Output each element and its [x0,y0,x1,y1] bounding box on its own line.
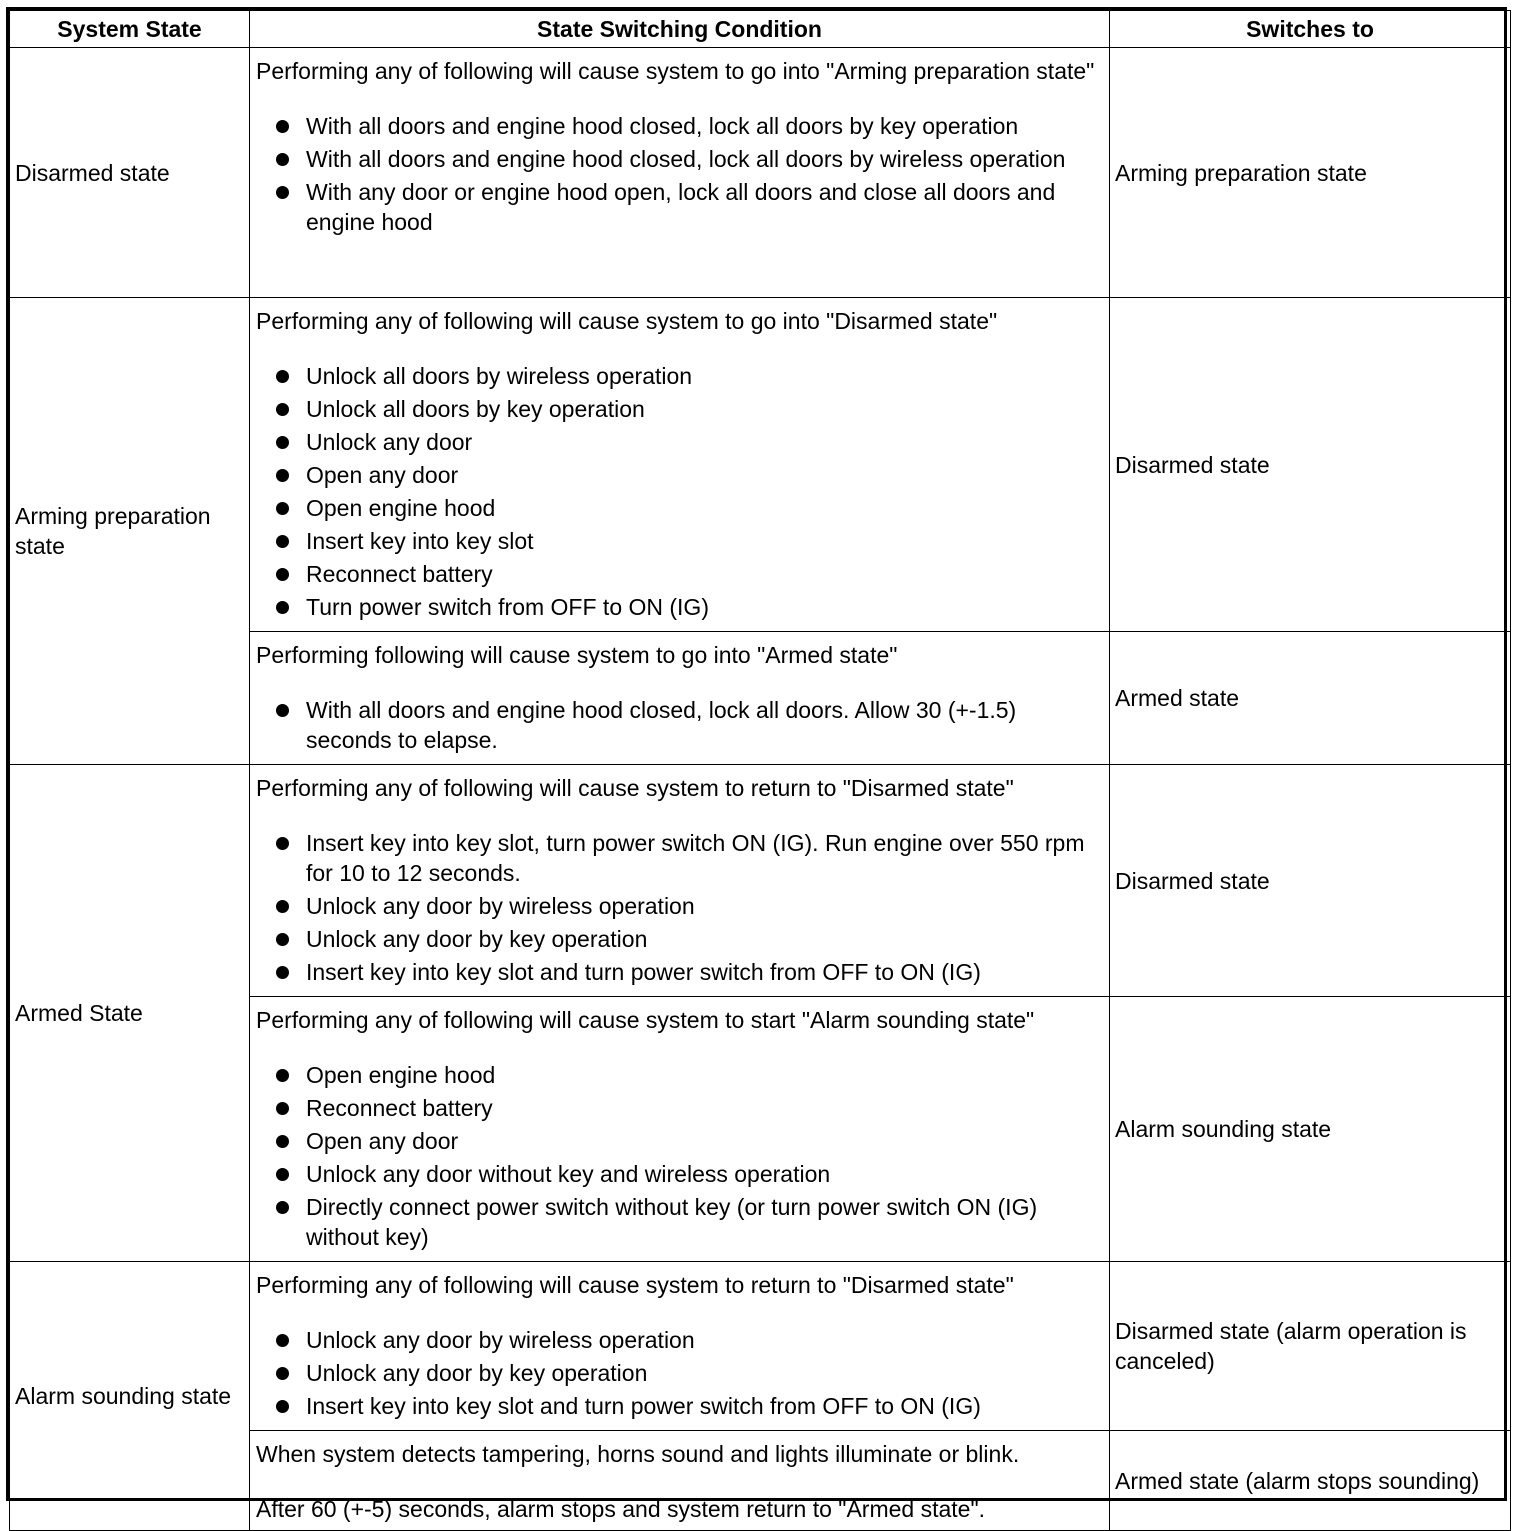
switches-to-cell: Armed state [1110,632,1511,765]
table-row [10,1262,1511,1431]
condition-bullet-item: Reconnect battery [256,1093,1103,1123]
condition-cell [250,1431,1110,1531]
header-state-switching-condition: State Switching Condition [250,11,1110,48]
condition-intro: Performing any of following will cause system to return to "Disarmed state" [256,775,1014,801]
system-state-cell: Arming preparation state [10,298,250,765]
condition-bullet-item: Unlock all doors by key operation [256,394,1103,424]
state-transition-table-frame [6,7,1507,1522]
condition-bullet-item: Unlock any door by wireless operation [256,891,1103,921]
condition-cell [250,1262,1110,1431]
condition-bullet-item: Unlock any door by key operation [256,924,1103,954]
condition-intro: Performing any of following will cause system to return to "Disarmed state" [256,1272,1014,1298]
condition-bullet-item: With all doors and engine hood closed, lock all doors by wireless operation [256,144,1103,174]
condition-bullet-item: Insert key into key slot, turn power switch ON (IG). Run engine over 550 rpm for 10 to 12 seconds. [256,828,1103,888]
table-row [10,48,1511,298]
system-state-cell: Alarm sounding state [10,1262,250,1531]
condition-bullet-item: Open any door [256,1126,1103,1156]
switches-to-cell: Disarmed state [1110,765,1511,997]
condition-bullet-item: Unlock any door [256,427,1103,457]
header-switches-to: Switches to [1110,11,1511,48]
switches-to-cell: Armed state (alarm stops sounding) [1110,1431,1511,1531]
table-body [10,48,1511,1531]
header-row [10,11,1511,48]
table-row [10,765,1511,997]
switches-to-cell: Arming preparation state [1110,48,1511,298]
condition-intro: Performing following will cause system to go into "Armed state" [256,642,898,668]
condition-cell [250,997,1110,1262]
condition-bullet-list [256,361,1103,622]
system-state-cell: Disarmed state [10,48,250,298]
condition-bullet-item: Unlock any door by wireless operation [256,1325,1103,1355]
condition-bullet-list [256,695,1103,755]
state-transition-table [9,10,1511,1531]
condition-bullet-item: With any door or engine hood open, lock all doors and close all doors and engine hood [256,177,1103,237]
condition-bullet-item: Open engine hood [256,493,1103,523]
header-system-state: System State [10,11,250,48]
condition-bullet-item: Unlock any door by key operation [256,1358,1103,1388]
condition-bullet-item: Open any door [256,460,1103,490]
switches-to-cell: Disarmed state (alarm operation is canceled) [1110,1262,1511,1431]
switches-to-cell: Alarm sounding state [1110,997,1511,1262]
condition-intro: Performing any of following will cause system to go into "Disarmed state" [256,308,998,334]
condition-bullet-item: Open engine hood [256,1060,1103,1090]
condition-bullet-item: Reconnect battery [256,559,1103,589]
condition-bullet-item: With all doors and engine hood closed, lock all doors. Allow 30 (+-1.5) seconds to elapse. [256,695,1103,755]
condition-bullet-item: Insert key into key slot [256,526,1103,556]
condition-cell [250,298,1110,632]
condition-bullet-item: Turn power switch from OFF to ON (IG) [256,592,1103,622]
condition-intro: Performing any of following will cause system to start "Alarm sounding state" [256,1007,1035,1033]
condition-intro: When system detects tampering, horns sound and lights illuminate or blink. [256,1441,1020,1467]
condition-bullet-item: Insert key into key slot and turn power switch from OFF to ON (IG) [256,957,1103,987]
condition-bullet-list [256,1325,1103,1421]
condition-cell [250,632,1110,765]
condition-bullet-list [256,828,1103,987]
condition-bullet-item: Unlock any door without key and wireless operation [256,1159,1103,1189]
condition-bullet-list [256,111,1103,237]
switches-to-cell: Disarmed state [1110,298,1511,632]
condition-bullet-item: Unlock all doors by wireless operation [256,361,1103,391]
condition-bullet-item: Directly connect power switch without key (or turn power switch ON (IG) without key) [256,1192,1103,1252]
table-row [10,298,1511,632]
condition-followup-text: After 60 (+-5) seconds, alarm stops and system return to "Armed state". [256,1496,985,1522]
condition-bullet-item: Insert key into key slot and turn power switch from OFF to ON (IG) [256,1391,1103,1421]
system-state-cell: Armed State [10,765,250,1262]
condition-bullet-list [256,1060,1103,1252]
condition-cell [250,765,1110,997]
condition-cell [250,48,1110,298]
condition-bullet-item: With all doors and engine hood closed, lock all doors by key operation [256,111,1103,141]
condition-intro: Performing any of following will cause system to go into "Arming preparation state" [256,58,1095,84]
